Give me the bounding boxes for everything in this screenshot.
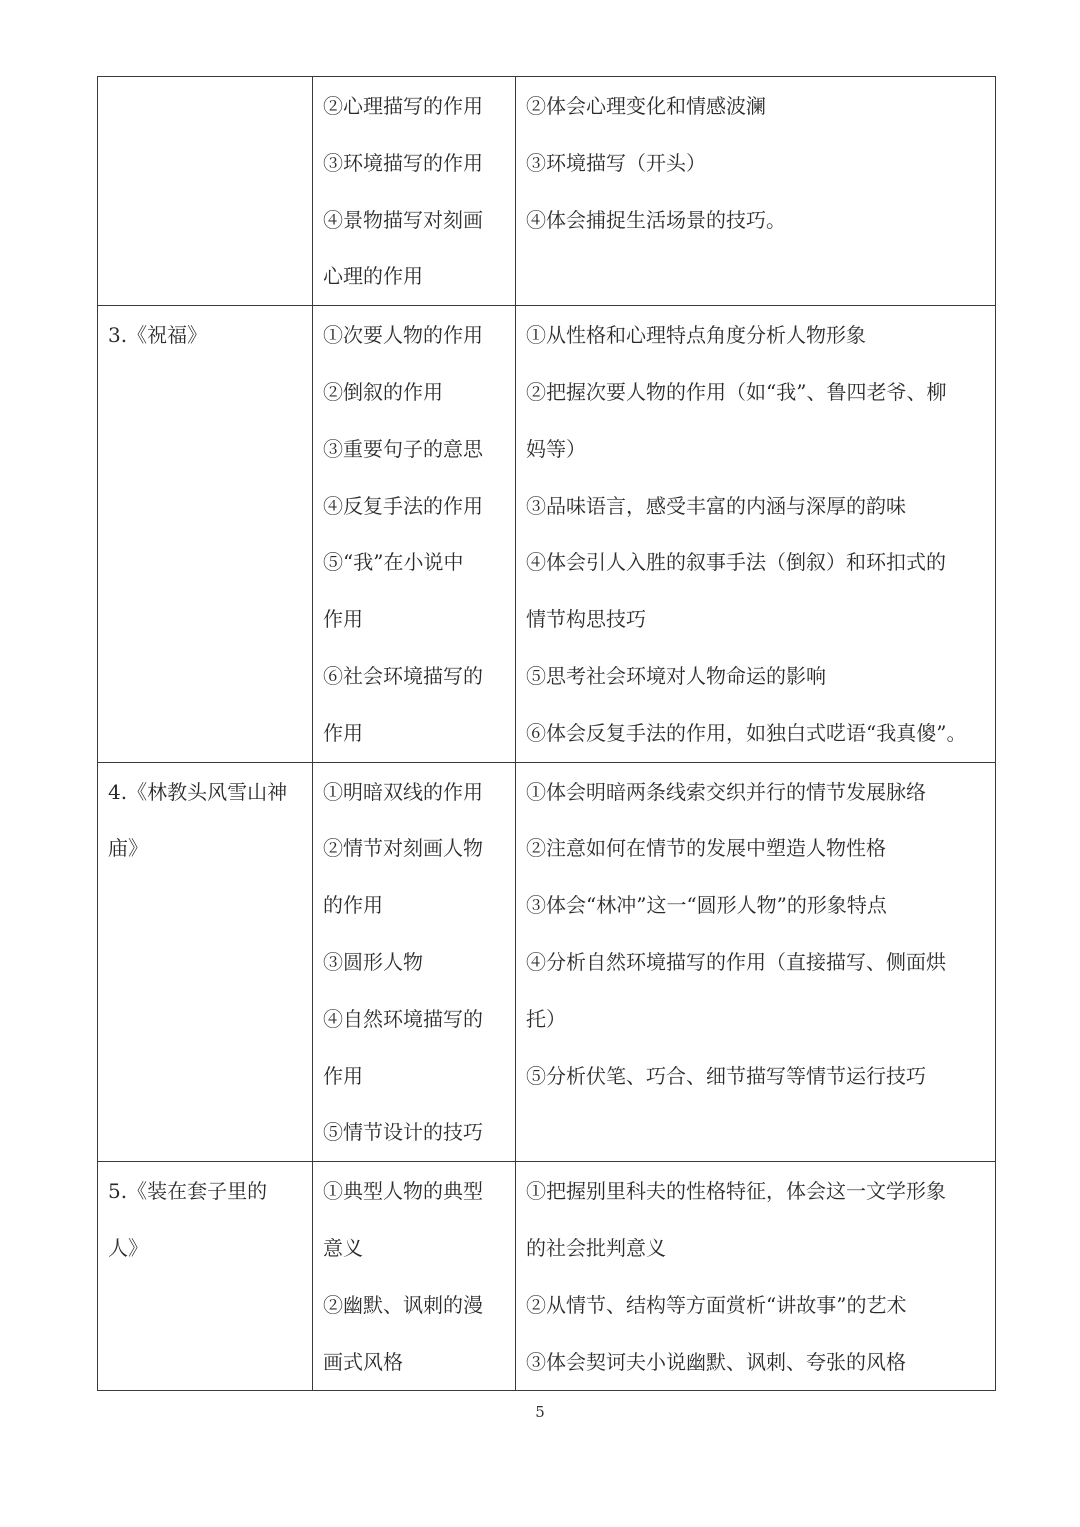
learning-goals-cell	[516, 1162, 996, 1391]
text-line: 3.《祝福》	[108, 323, 208, 348]
text-line: 作用	[323, 607, 363, 632]
text-line: 4.《林教头风雪山神	[108, 779, 288, 804]
learning-goals-cell	[516, 306, 996, 762]
key-points-cell	[313, 77, 516, 306]
learning-goals-cell-content	[516, 77, 995, 248]
key-points-cell-content	[313, 1162, 515, 1390]
learning-goals-cell	[516, 77, 996, 306]
learning-goals-cell	[516, 762, 996, 1162]
text-line: ⑤分析伏笔、巧合、细节描写等情节运行技巧	[526, 1063, 926, 1088]
text-line: ⑥社会环境描写的	[323, 663, 483, 688]
lesson-title-cell-content	[98, 306, 312, 364]
lesson-title-cell-content	[98, 77, 312, 78]
learning-goals-cell-content	[516, 306, 995, 761]
text-line: 心理的作用	[323, 264, 423, 289]
text-line: ⑤情节设计的技巧	[323, 1120, 483, 1145]
lesson-title-cell	[98, 762, 313, 1162]
text-line: ③体会契诃夫小说幽默、讽刺、夸张的风格	[526, 1349, 906, 1374]
text-line: ⑥体会反复手法的作用，如独白式呓语“我真傻”。	[526, 720, 967, 745]
key-points-cell-content	[313, 763, 515, 1162]
text-line: ②体会心理变化和情感波澜	[526, 94, 766, 118]
learning-goals-cell-content	[516, 763, 995, 1105]
text-line: ④景物描写对刻画	[323, 207, 483, 232]
text-line: ②注意如何在情节的发展中塑造人物性格	[526, 836, 886, 861]
lesson-title-cell-content	[98, 1162, 312, 1277]
text-line: ②把握次要人物的作用（如“我”、鲁四老爷、柳	[526, 379, 947, 404]
page-number: 5	[535, 1403, 545, 1421]
text-line: ④分析自然环境描写的作用（直接描写、侧面烘	[526, 949, 946, 974]
table-row	[98, 1162, 996, 1391]
text-line: ④自然环境描写的	[323, 1006, 483, 1031]
text-line: ③品味语言，感受丰富的内涵与深厚的韵味	[526, 493, 906, 518]
text-line: ①把握别里科夫的性格特征，体会这一文学形象	[526, 1179, 946, 1204]
table-row	[98, 77, 996, 306]
text-line: ④体会引人入胜的叙事手法（倒叙）和环扣式的	[526, 550, 946, 575]
text-line: 妈等）	[526, 436, 586, 461]
key-points-cell-content	[313, 306, 515, 761]
lesson-title-cell-content	[98, 763, 312, 878]
text-line: ③重要句子的意思	[323, 436, 483, 461]
text-line: ④体会捕捉生活场景的技巧。	[526, 207, 786, 232]
text-line: ③环境描写的作用	[323, 150, 483, 175]
text-line: 托）	[526, 1006, 566, 1031]
key-points-cell-content	[313, 77, 515, 305]
lesson-title-cell	[98, 306, 313, 762]
text-line: ②幽默、讽刺的漫	[323, 1292, 483, 1317]
text-line: 作用	[323, 1063, 363, 1088]
text-line: ⑤思考社会环境对人物命运的影响	[526, 663, 826, 688]
text-line: ①明暗双线的作用	[323, 779, 483, 804]
table-row	[98, 762, 996, 1162]
text-line: ②从情节、结构等方面赏析“讲故事”的艺术	[526, 1292, 907, 1317]
key-points-cell	[313, 306, 516, 762]
key-points-cell	[313, 1162, 516, 1391]
lesson-table-body	[98, 77, 996, 1391]
table-row	[98, 306, 996, 762]
text-line: ②心理描写的作用	[323, 94, 483, 118]
text-line: 意义	[323, 1235, 363, 1260]
learning-goals-cell-content	[516, 1162, 995, 1390]
text-line: ④反复手法的作用	[323, 493, 483, 518]
text-line: ①从性格和心理特点角度分析人物形象	[526, 323, 866, 348]
text-line: ①典型人物的典型	[323, 1179, 483, 1204]
text-line: 作用	[323, 720, 363, 745]
text-line: ③体会“林冲”这一“圆形人物”的形象特点	[526, 893, 887, 918]
text-line: 5.《装在套子里的	[108, 1179, 268, 1204]
text-line: 的作用	[323, 893, 383, 918]
text-line: ①体会明暗两条线索交织并行的情节发展脉络	[526, 779, 926, 804]
text-line: ⑤“我”在小说中	[323, 550, 464, 575]
text-line: 人》	[108, 1235, 148, 1260]
lesson-title-cell	[98, 77, 313, 306]
key-points-cell	[313, 762, 516, 1162]
text-line: ③圆形人物	[323, 949, 423, 974]
text-line: ①次要人物的作用	[323, 323, 483, 348]
lesson-table	[97, 76, 996, 1391]
text-line: ③环境描写（开头）	[526, 150, 706, 175]
text-line: 画式风格	[323, 1349, 403, 1374]
text-line: 庙》	[108, 836, 148, 861]
lesson-title-cell	[98, 1162, 313, 1391]
text-line: 情节构思技巧	[526, 607, 646, 632]
text-line: ②情节对刻画人物	[323, 836, 483, 861]
text-line: 的社会批判意义	[526, 1235, 666, 1260]
text-line: ②倒叙的作用	[323, 379, 443, 404]
